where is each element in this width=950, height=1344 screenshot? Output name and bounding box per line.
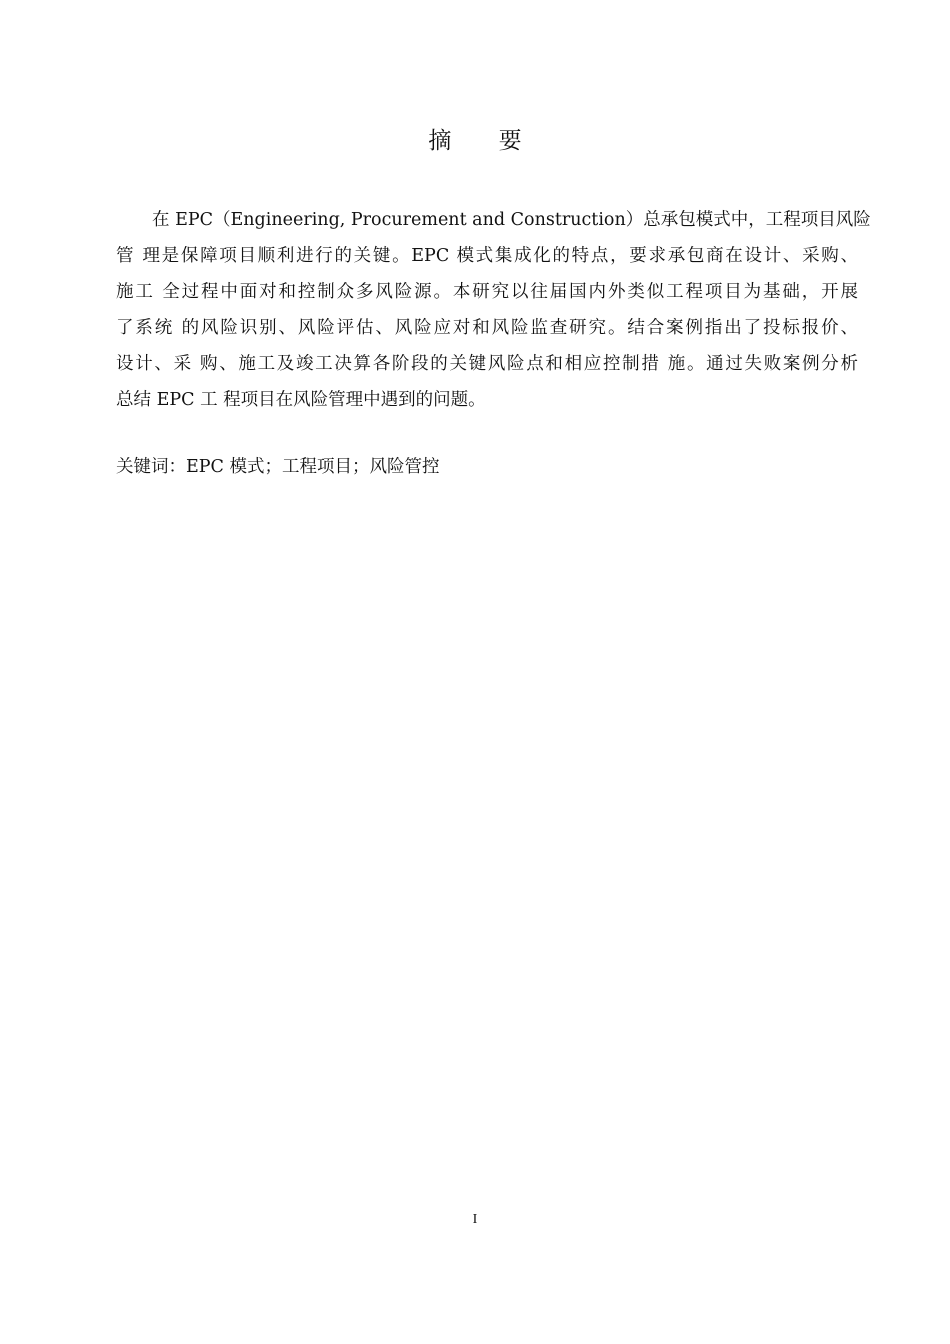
abstract-line: 总结 EPC 工 程项目在风险管理中遇到的问题。 bbox=[116, 390, 486, 410]
abstract-line: 设计、采 购、施工及竣工决算各阶段的关键风险点和相应控制措 施。通过失败案例分析 bbox=[116, 354, 858, 374]
abstract-line: 施工 全过程中面对和控制众多风险源。本研究以往届国内外类似工程项目为基础，开展 bbox=[116, 282, 858, 302]
abstract-title: 摘 要 bbox=[428, 128, 542, 154]
abstract-line: 管 理是保障项目顺利进行的关键。EPC 模式集成化的特点，要求承包商在设计、采购、 bbox=[116, 246, 858, 266]
keywords bbox=[116, 452, 440, 482]
keywords-text: EPC 模式；工程项目；风险管控 bbox=[186, 457, 440, 477]
keywords-label: 关键词： bbox=[116, 457, 186, 477]
abstract-line: 在 EPC（Engineering, Procurement and Construction）总承包模式中，工程项目风险 bbox=[152, 210, 871, 230]
abstract-body bbox=[116, 202, 871, 418]
abstract-line: 了系统 的风险识别、风险评估、风险应对和风险监查研究。结合案例指出了投标报价、 bbox=[116, 318, 858, 338]
page-number: I bbox=[472, 1212, 478, 1227]
